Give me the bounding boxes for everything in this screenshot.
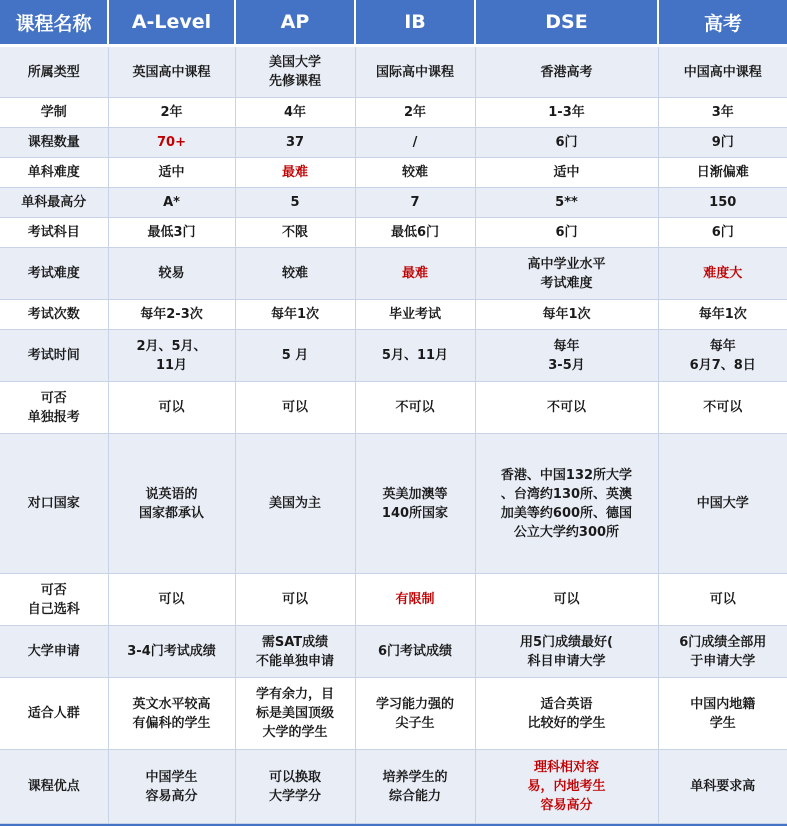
table-cell: 英国高中课程 (108, 46, 235, 98)
table-cell: 可以 (108, 382, 235, 434)
table-cell: 6门 (475, 218, 658, 248)
table-cell: 国际高中课程 (355, 46, 475, 98)
table-cell: 最低6门 (355, 218, 475, 248)
table-cell: 有限制 (355, 574, 475, 626)
table-cell: 不可以 (475, 382, 658, 434)
table-cell: 每年 6月7、8日 (658, 330, 787, 382)
table-row (0, 128, 787, 158)
table-cell: 日渐偏难 (658, 158, 787, 188)
row-label: 单科最高分 (0, 188, 108, 218)
table-cell: A* (108, 188, 235, 218)
header-ib: IB (355, 0, 475, 46)
table-cell: 较难 (355, 158, 475, 188)
table-cell: 单科要求高 (658, 750, 787, 824)
table-cell: 每年 3-5月 (475, 330, 658, 382)
table-cell: 适合英语 比较好的学生 (475, 678, 658, 750)
table-cell: 最低3门 (108, 218, 235, 248)
table-cell: 难度大 (658, 248, 787, 300)
table-cell: 香港高考 (475, 46, 658, 98)
header-ap: AP (235, 0, 355, 46)
table-cell: 4年 (235, 98, 355, 128)
table-cell: 2年 (355, 98, 475, 128)
table-cell: / (355, 128, 475, 158)
row-label: 学制 (0, 98, 108, 128)
table-row (0, 218, 787, 248)
table-row (0, 626, 787, 678)
table-cell: 香港、中国132所大学 、台湾约130所、英澳 加美等约600所、德国 公立大学约300所 (475, 434, 658, 574)
row-label: 对口国家 (0, 434, 108, 574)
table-cell: 5月、11月 (355, 330, 475, 382)
table-cell: 英文水平较高 有偏科的学生 (108, 678, 235, 750)
row-label: 适合人群 (0, 678, 108, 750)
table-cell: 毕业考试 (355, 300, 475, 330)
table-cell: 5 月 (235, 330, 355, 382)
table-cell: 可以 (658, 574, 787, 626)
table-row (0, 158, 787, 188)
row-label: 单科难度 (0, 158, 108, 188)
row-label: 考试次数 (0, 300, 108, 330)
table-cell: 70+ (108, 128, 235, 158)
table-cell: 高中学业水平 考试难度 (475, 248, 658, 300)
table-row (0, 382, 787, 434)
table-row (0, 574, 787, 626)
table-cell: 可以 (475, 574, 658, 626)
table-row (0, 188, 787, 218)
table-cell: 每年1次 (475, 300, 658, 330)
row-label: 所属类型 (0, 46, 108, 98)
table-cell: 可以 (235, 574, 355, 626)
row-label: 考试科目 (0, 218, 108, 248)
table-cell: 150 (658, 188, 787, 218)
row-label: 课程优点 (0, 750, 108, 824)
table-cell: 5** (475, 188, 658, 218)
table-row (0, 678, 787, 750)
row-label: 课程数量 (0, 128, 108, 158)
table-row (0, 750, 787, 824)
row-label: 考试时间 (0, 330, 108, 382)
table-cell: 37 (235, 128, 355, 158)
table-cell: 每年2-3次 (108, 300, 235, 330)
table-cell: 可以换取 大学学分 (235, 750, 355, 824)
table-body (0, 46, 787, 824)
table-cell: 英美加澳等 140所国家 (355, 434, 475, 574)
table-cell: 理科相对容 易，内地考生 容易高分 (475, 750, 658, 824)
table-cell: 2年 (108, 98, 235, 128)
table-cell: 3-4门考试成绩 (108, 626, 235, 678)
header-row (0, 0, 787, 46)
table-cell: 中国高中课程 (658, 46, 787, 98)
table-cell: 不可以 (658, 382, 787, 434)
row-label: 考试难度 (0, 248, 108, 300)
table-cell: 不限 (235, 218, 355, 248)
table-row (0, 300, 787, 330)
table-cell: 适中 (108, 158, 235, 188)
header-course-name: 课程名称 (0, 0, 108, 46)
row-label: 可否 自己选科 (0, 574, 108, 626)
table-row (0, 248, 787, 300)
table-cell: 7 (355, 188, 475, 218)
table-cell: 中国大学 (658, 434, 787, 574)
table-cell: 适中 (475, 158, 658, 188)
table-cell: 3年 (658, 98, 787, 128)
table-cell: 6门考试成绩 (355, 626, 475, 678)
table-cell: 最难 (235, 158, 355, 188)
table-cell: 培养学生的 综合能力 (355, 750, 475, 824)
header-dse: DSE (475, 0, 658, 46)
header-gaokao: 高考 (658, 0, 787, 46)
table-cell: 最难 (355, 248, 475, 300)
table-cell: 1-3年 (475, 98, 658, 128)
table-cell: 不可以 (355, 382, 475, 434)
table-cell: 美国为主 (235, 434, 355, 574)
table-cell: 9门 (658, 128, 787, 158)
table-row (0, 98, 787, 128)
table-cell: 美国大学 先修课程 (235, 46, 355, 98)
table-cell: 每年1次 (658, 300, 787, 330)
table-cell: 学有余力，目 标是美国顶级 大学的学生 (235, 678, 355, 750)
table-cell: 较易 (108, 248, 235, 300)
row-label: 可否 单独报考 (0, 382, 108, 434)
table-cell: 2月、5月、 11月 (108, 330, 235, 382)
table-cell: 5 (235, 188, 355, 218)
table-cell: 说英语的 国家都承认 (108, 434, 235, 574)
table-cell: 可以 (108, 574, 235, 626)
table-cell: 学习能力强的 尖子生 (355, 678, 475, 750)
header-alevel: A-Level (108, 0, 235, 46)
table-cell: 需SAT成绩 不能单独申请 (235, 626, 355, 678)
table-cell: 较难 (235, 248, 355, 300)
table-row (0, 46, 787, 98)
row-label: 大学申请 (0, 626, 108, 678)
table-cell: 每年1次 (235, 300, 355, 330)
table-cell: 用5门成绩最好( 科目申请大学 (475, 626, 658, 678)
table-cell: 中国内地籍 学生 (658, 678, 787, 750)
table-cell: 可以 (235, 382, 355, 434)
table-row (0, 330, 787, 382)
table-cell: 6门 (475, 128, 658, 158)
table-cell: 6门成绩全部用 于申请大学 (658, 626, 787, 678)
table-cell: 6门 (658, 218, 787, 248)
table-row (0, 434, 787, 574)
table-cell: 中国学生 容易高分 (108, 750, 235, 824)
